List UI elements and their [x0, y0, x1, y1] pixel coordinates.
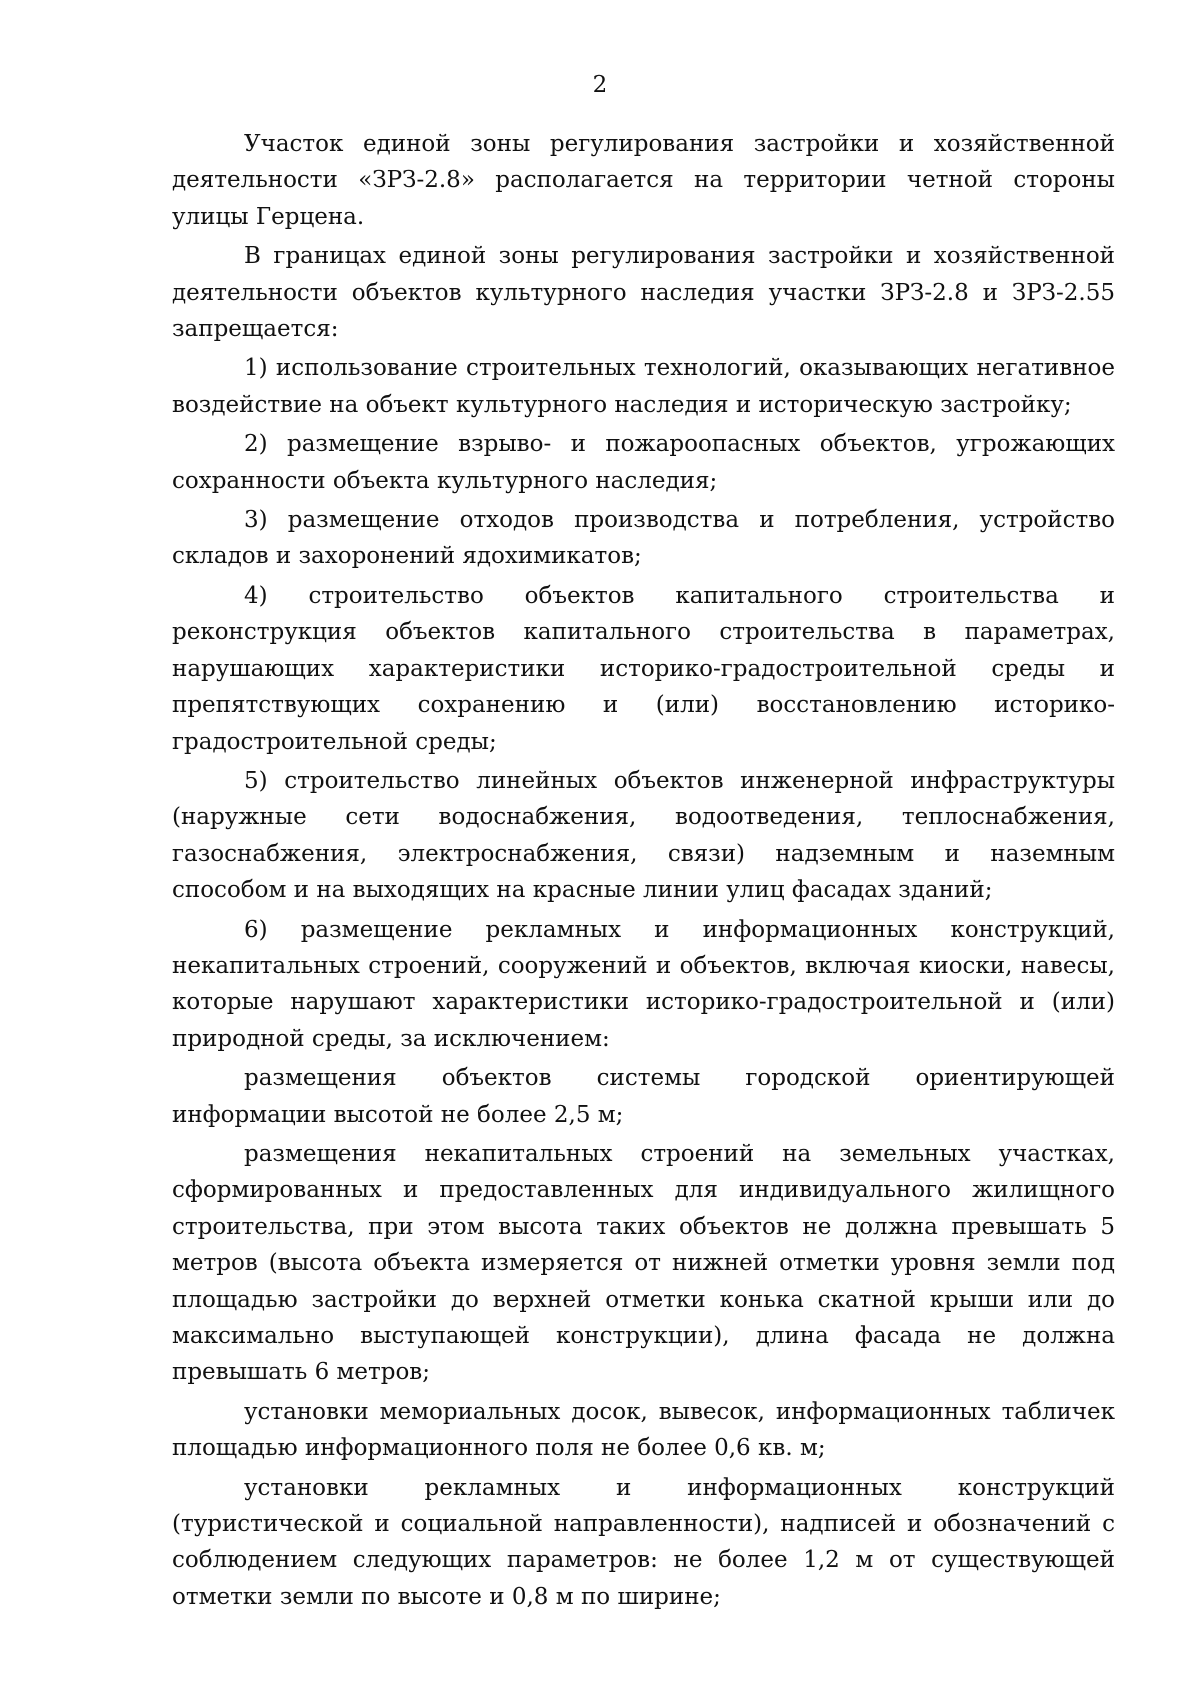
paragraph-zone-location: Участок единой зоны регулирования застройки и хозяйственной деятельности «ЗРЗ-2.8» располагается на территории четной стороны улицы Герцена. [172, 131, 1115, 230]
paragraph-prohibitions-intro: В границах единой зоны регулирования застройки и хозяйственной деятельности объектов культурного наследия участки ЗРЗ-2.8 и ЗРЗ-2.55 запрещается: [172, 243, 1115, 343]
list-item-5: 5) строительство линейных объектов инженерной инфраструктуры (наружные сети водоснабжения, водоотведения, теплоснабжения, газоснабжения, электроснабжения, связи) надземным и наземным способом и на выходящих на красные линии улиц фасадах зданий; [172, 767, 1115, 904]
page-number: 2 [592, 72, 608, 98]
list-item-2: 2) размещение взрыво- и пожароопасных объектов, угрожающих сохранности объекта культурного наследия; [172, 431, 1115, 494]
exception-advertising-structures: установки рекламных и информационных конструкций (туристической и социальной направленности), надписей и обозначений с соблюдением следующих параметров: не более 1,2 м от существующей отметки земли по высоте и 0,8 м по ширине; [172, 1474, 1115, 1610]
list-item-3: 3) размещение отходов производства и потребления, устройство складов и захоронений ядохимикатов; [172, 507, 1115, 570]
document-body [172, 126, 1115, 1615]
exception-orientation-info: размещения объектов системы городской ориентирующей информации высотой не более 2,5 м; [172, 1065, 1115, 1128]
list-item-1: 1) использование строительных технологий, оказывающих негативное воздействие на объект культурного наследия и историческую застройку; [172, 355, 1115, 418]
exception-non-capital-structures: размещения некапитальных строений на земельных участках, сформированных и предоставленных для индивидуального жилищного строительства, при этом высота таких объектов не должна превышать 5 метров (высота объекта измеряется от нижней отметки уровня земли под площадью застройки до верхней отметки конька скатной крыши или до максимально выступающей конструкции), длина фасада не должна превышать 6 метров; [172, 1140, 1115, 1386]
list-item-6: 6) размещение рекламных и информационных конструкций, некапитальных строений, сооружений и объектов, включая киоски, навесы, которые нарушают характеристики историко-градостроительной и (или) природной среды, за исключением: [172, 916, 1115, 1052]
list-item-4: 4) строительство объектов капитального строительства и реконструкция объектов капитального строительства в параметрах, нарушающих характеристики историко-градостроительной среды и препятствующих сохранению и (или) восстановлению историко-градостроительной среды; [172, 582, 1115, 755]
exception-memorial-plaques: установки мемориальных досок, вывесок, информационных табличек площадью информационного поля не более 0,6 кв. м; [172, 1398, 1115, 1462]
